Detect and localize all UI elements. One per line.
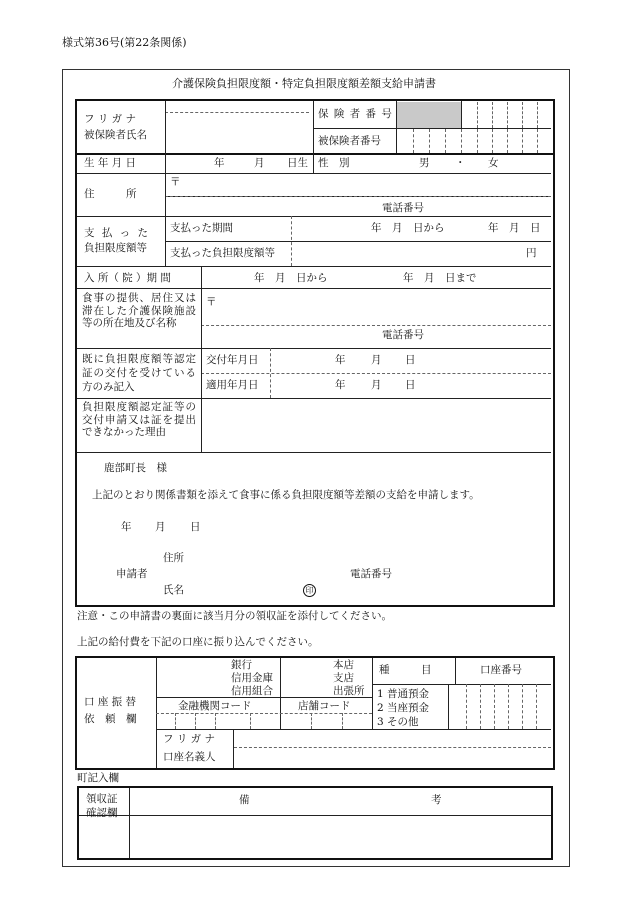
form-title: 介護保険負担限度額・特定負担限度額差額支給申請書 [172, 77, 436, 90]
account-type-current[interactable]: 2 当座預金 [377, 702, 430, 714]
facility-label: 食事の提供、居住又は滞在した介護保険施設等の所在地及び名称 [82, 292, 196, 329]
birth-date-field[interactable] [167, 155, 312, 172]
account-holder-field[interactable] [235, 749, 549, 766]
address-phone-field[interactable] [440, 198, 550, 215]
bank-transfer-label-1: 口 座 振 替 [84, 696, 137, 708]
insured-number-label: 被保険者番号 [318, 135, 381, 147]
paid-period-label: 支払った期間 [170, 222, 233, 234]
branch-code-label: 店舗コード [298, 700, 351, 712]
bank-name-field[interactable] [158, 659, 226, 696]
facility-field[interactable] [203, 290, 550, 324]
holder-furigana-field[interactable] [235, 731, 549, 746]
seal-mark: 印 [303, 584, 316, 597]
applicant-address-field[interactable] [190, 549, 530, 566]
note-transfer: 上記の給付費を下記の口座に振り込んでください。 [77, 636, 319, 648]
apply-date-label: 適用年月日 [206, 379, 259, 391]
applicant-address-label: 住所 [163, 552, 184, 564]
insured-number-field[interactable] [397, 129, 550, 153]
paid-amount-field[interactable] [293, 243, 518, 265]
birth-year: 年 [214, 157, 225, 169]
issue-month[interactable]: 月 [371, 354, 382, 366]
birth-month: 月 [254, 157, 265, 169]
account-number-label: 口座番号 [480, 664, 522, 676]
furigana-field[interactable] [167, 101, 312, 112]
apply-day[interactable]: 日 [405, 379, 416, 391]
holder-furigana-label: フ リ ガ ナ [163, 733, 216, 745]
sex-label: 性 別 [318, 157, 350, 169]
paid-label-2: 負担限度額等 [84, 242, 147, 254]
apply-month[interactable]: 月 [371, 379, 382, 391]
branch-type-branch[interactable]: 支店 [333, 672, 354, 684]
receipt-confirm-label-1: 領収証 [86, 793, 118, 805]
account-type-other[interactable]: 3 その他 [377, 716, 419, 728]
insurer-number-label: 保 険 者 番 号 [318, 108, 393, 120]
furigana-label: フ リ ガ ナ [84, 113, 137, 125]
town-section-heading: 町記入欄 [77, 772, 119, 784]
paid-period-from[interactable]: 年 月 日から [371, 222, 445, 234]
account-type-label: 種 目 [379, 664, 432, 676]
birth-day: 日生 [287, 157, 308, 169]
application-statement: 上記のとおり関係書類を添えて食事に係る負担限度額等差額の支給を申請します。 [92, 489, 480, 501]
addressee: 鹿部町長 様 [104, 462, 167, 474]
address-field[interactable] [167, 175, 550, 195]
paid-amount-label: 支払った負担限度額等 [170, 247, 275, 259]
application-day[interactable]: 日 [190, 521, 201, 533]
applicant-phone-label: 電話番号 [350, 568, 392, 580]
issue-date-label: 交付年月日 [206, 354, 259, 366]
stay-period-label: 入 所（ 院 ）期 間 [84, 272, 171, 284]
bank-code-label: 金融機関コード [178, 700, 252, 712]
branch-name-field[interactable] [282, 659, 330, 696]
address-phone-label: 電話番号 [382, 202, 424, 214]
receipt-confirm-label-2: 確認欄 [86, 807, 118, 819]
issue-year[interactable]: 年 [335, 354, 346, 366]
postal-mark: 〒 [170, 176, 181, 188]
sex-separator: ・ [455, 157, 466, 169]
sex-male[interactable]: 男 [419, 157, 430, 169]
facility-postal-mark: 〒 [206, 296, 217, 308]
branch-type-sub[interactable]: 出張所 [333, 685, 365, 697]
insurer-number-field[interactable] [462, 102, 550, 128]
insured-name-field[interactable] [167, 114, 312, 152]
account-holder-label: 口座名義人 [163, 751, 216, 763]
application-year[interactable]: 年 [121, 521, 132, 533]
form-number: 様式第36号(第22条関係) [62, 36, 187, 49]
applicant-label: 申請者 [116, 568, 148, 580]
remarks-label-1: 備 [239, 794, 250, 806]
paid-label-1: 支 払 っ た [84, 227, 151, 239]
bank-type-bank[interactable]: 銀行 [231, 659, 252, 671]
paid-amount-unit: 円 [526, 247, 537, 259]
stay-period-from[interactable]: 年 月 日から [254, 272, 328, 284]
bank-type-credit-union[interactable]: 信用組合 [231, 685, 273, 697]
facility-phone-field[interactable] [440, 327, 550, 347]
apply-year[interactable]: 年 [335, 379, 346, 391]
application-month[interactable]: 月 [155, 521, 166, 533]
paid-period-to[interactable]: 年 月 日 [488, 222, 541, 234]
address-label: 住 所 [84, 188, 137, 200]
reason-field[interactable] [203, 400, 550, 451]
certificate-label: 既に負担限度額等認定証の交付を受けている方のみ記入 [82, 353, 196, 393]
remarks-field[interactable] [131, 817, 549, 856]
insurer-number-shade [397, 102, 461, 128]
reason-label: 負担限度額認定証等の交付申請又は証を提出できなかった理由 [82, 401, 196, 438]
applicant-name-field[interactable] [190, 581, 300, 598]
issue-day[interactable]: 日 [405, 354, 416, 366]
account-type-ordinary[interactable]: 1 普通預金 [377, 688, 430, 700]
bank-transfer-label-2: 依 頼 欄 [84, 713, 137, 725]
branch-type-head[interactable]: 本店 [333, 659, 354, 671]
birth-date-label: 生 年 月 日 [84, 157, 137, 169]
insured-name-label: 被保険者氏名 [84, 129, 147, 141]
bank-type-credit-bank[interactable]: 信用金庫 [231, 672, 273, 684]
sex-female[interactable]: 女 [488, 157, 499, 169]
facility-phone-label: 電話番号 [382, 329, 424, 341]
remarks-label-2: 考 [431, 794, 442, 806]
stay-period-to[interactable]: 年 月 日まで [403, 272, 477, 284]
applicant-name-label: 氏名 [163, 584, 184, 596]
note-receipt: 注意・この申請書の裏面に該当月分の領収証を添付してください。 [77, 610, 392, 622]
